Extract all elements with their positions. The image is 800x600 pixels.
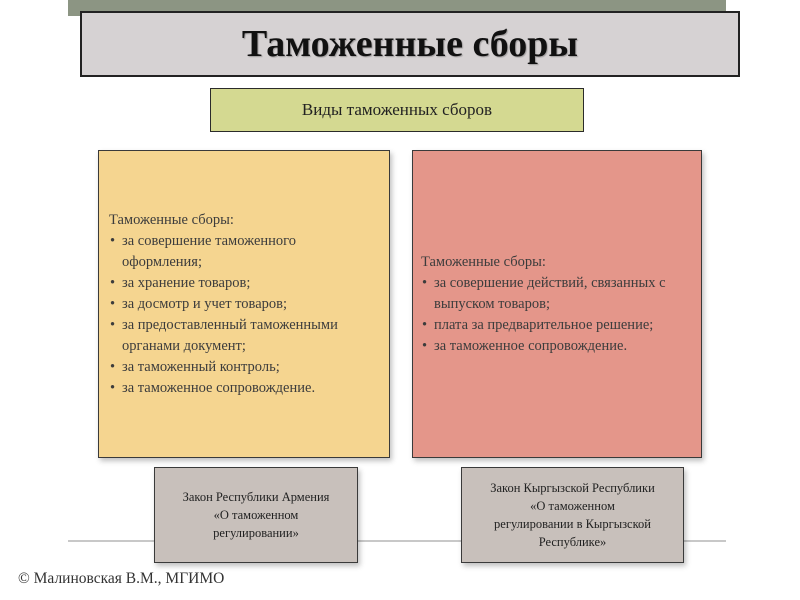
law-kyrgyzstan-line: «О таможенном: [530, 499, 615, 513]
copyright-text: © Малиновская В.М., МГИМО: [18, 570, 225, 587]
law-armenia-line: «О таможенном: [213, 508, 299, 522]
law-kyrgyzstan-line: Закон Кыргызской Республики: [490, 481, 655, 495]
law-armenia-line: Закон Республики Армения: [182, 490, 330, 504]
list-item: • за предоставленный таможенными органами документ;: [109, 315, 375, 357]
law-kyrgyzstan-line: регулировании в Кыргызской: [494, 517, 651, 531]
list-item: • за таможенный контроль;: [109, 357, 375, 378]
list-item: • за совершение таможенного оформления;: [109, 231, 375, 273]
list-item: • плата за предварительное решение;: [421, 315, 689, 336]
left-fees-panel: [98, 150, 390, 458]
slide-title-box: [80, 11, 740, 77]
list-item: • за досмотр и учет товаров;: [109, 294, 375, 315]
law-kyrgyzstan-line: Республике»: [538, 535, 607, 549]
list-item: • за таможенное сопровождение.: [109, 378, 375, 399]
right-fees-panel: [412, 150, 702, 458]
law-armenia-line: регулировании»: [213, 526, 299, 540]
slide-title: Таможенные сборы: [241, 23, 579, 65]
left-fees-list: [109, 231, 375, 399]
subtitle-text: Виды таможенных сборов: [301, 100, 493, 119]
left-panel-heading: Таможенные сборы:: [109, 211, 234, 228]
law-armenia-box: [154, 467, 358, 563]
list-item: • за совершение действий, связанных с выпуском товаров;: [421, 273, 689, 315]
list-item: • за хранение товаров;: [109, 273, 375, 294]
list-item: • за таможенное сопровождение.: [421, 336, 689, 357]
right-fees-list: [421, 273, 689, 357]
subtitle-box: [210, 88, 584, 132]
right-panel-heading: Таможенные сборы:: [421, 253, 546, 270]
law-kyrgyzstan-box: [461, 467, 684, 563]
